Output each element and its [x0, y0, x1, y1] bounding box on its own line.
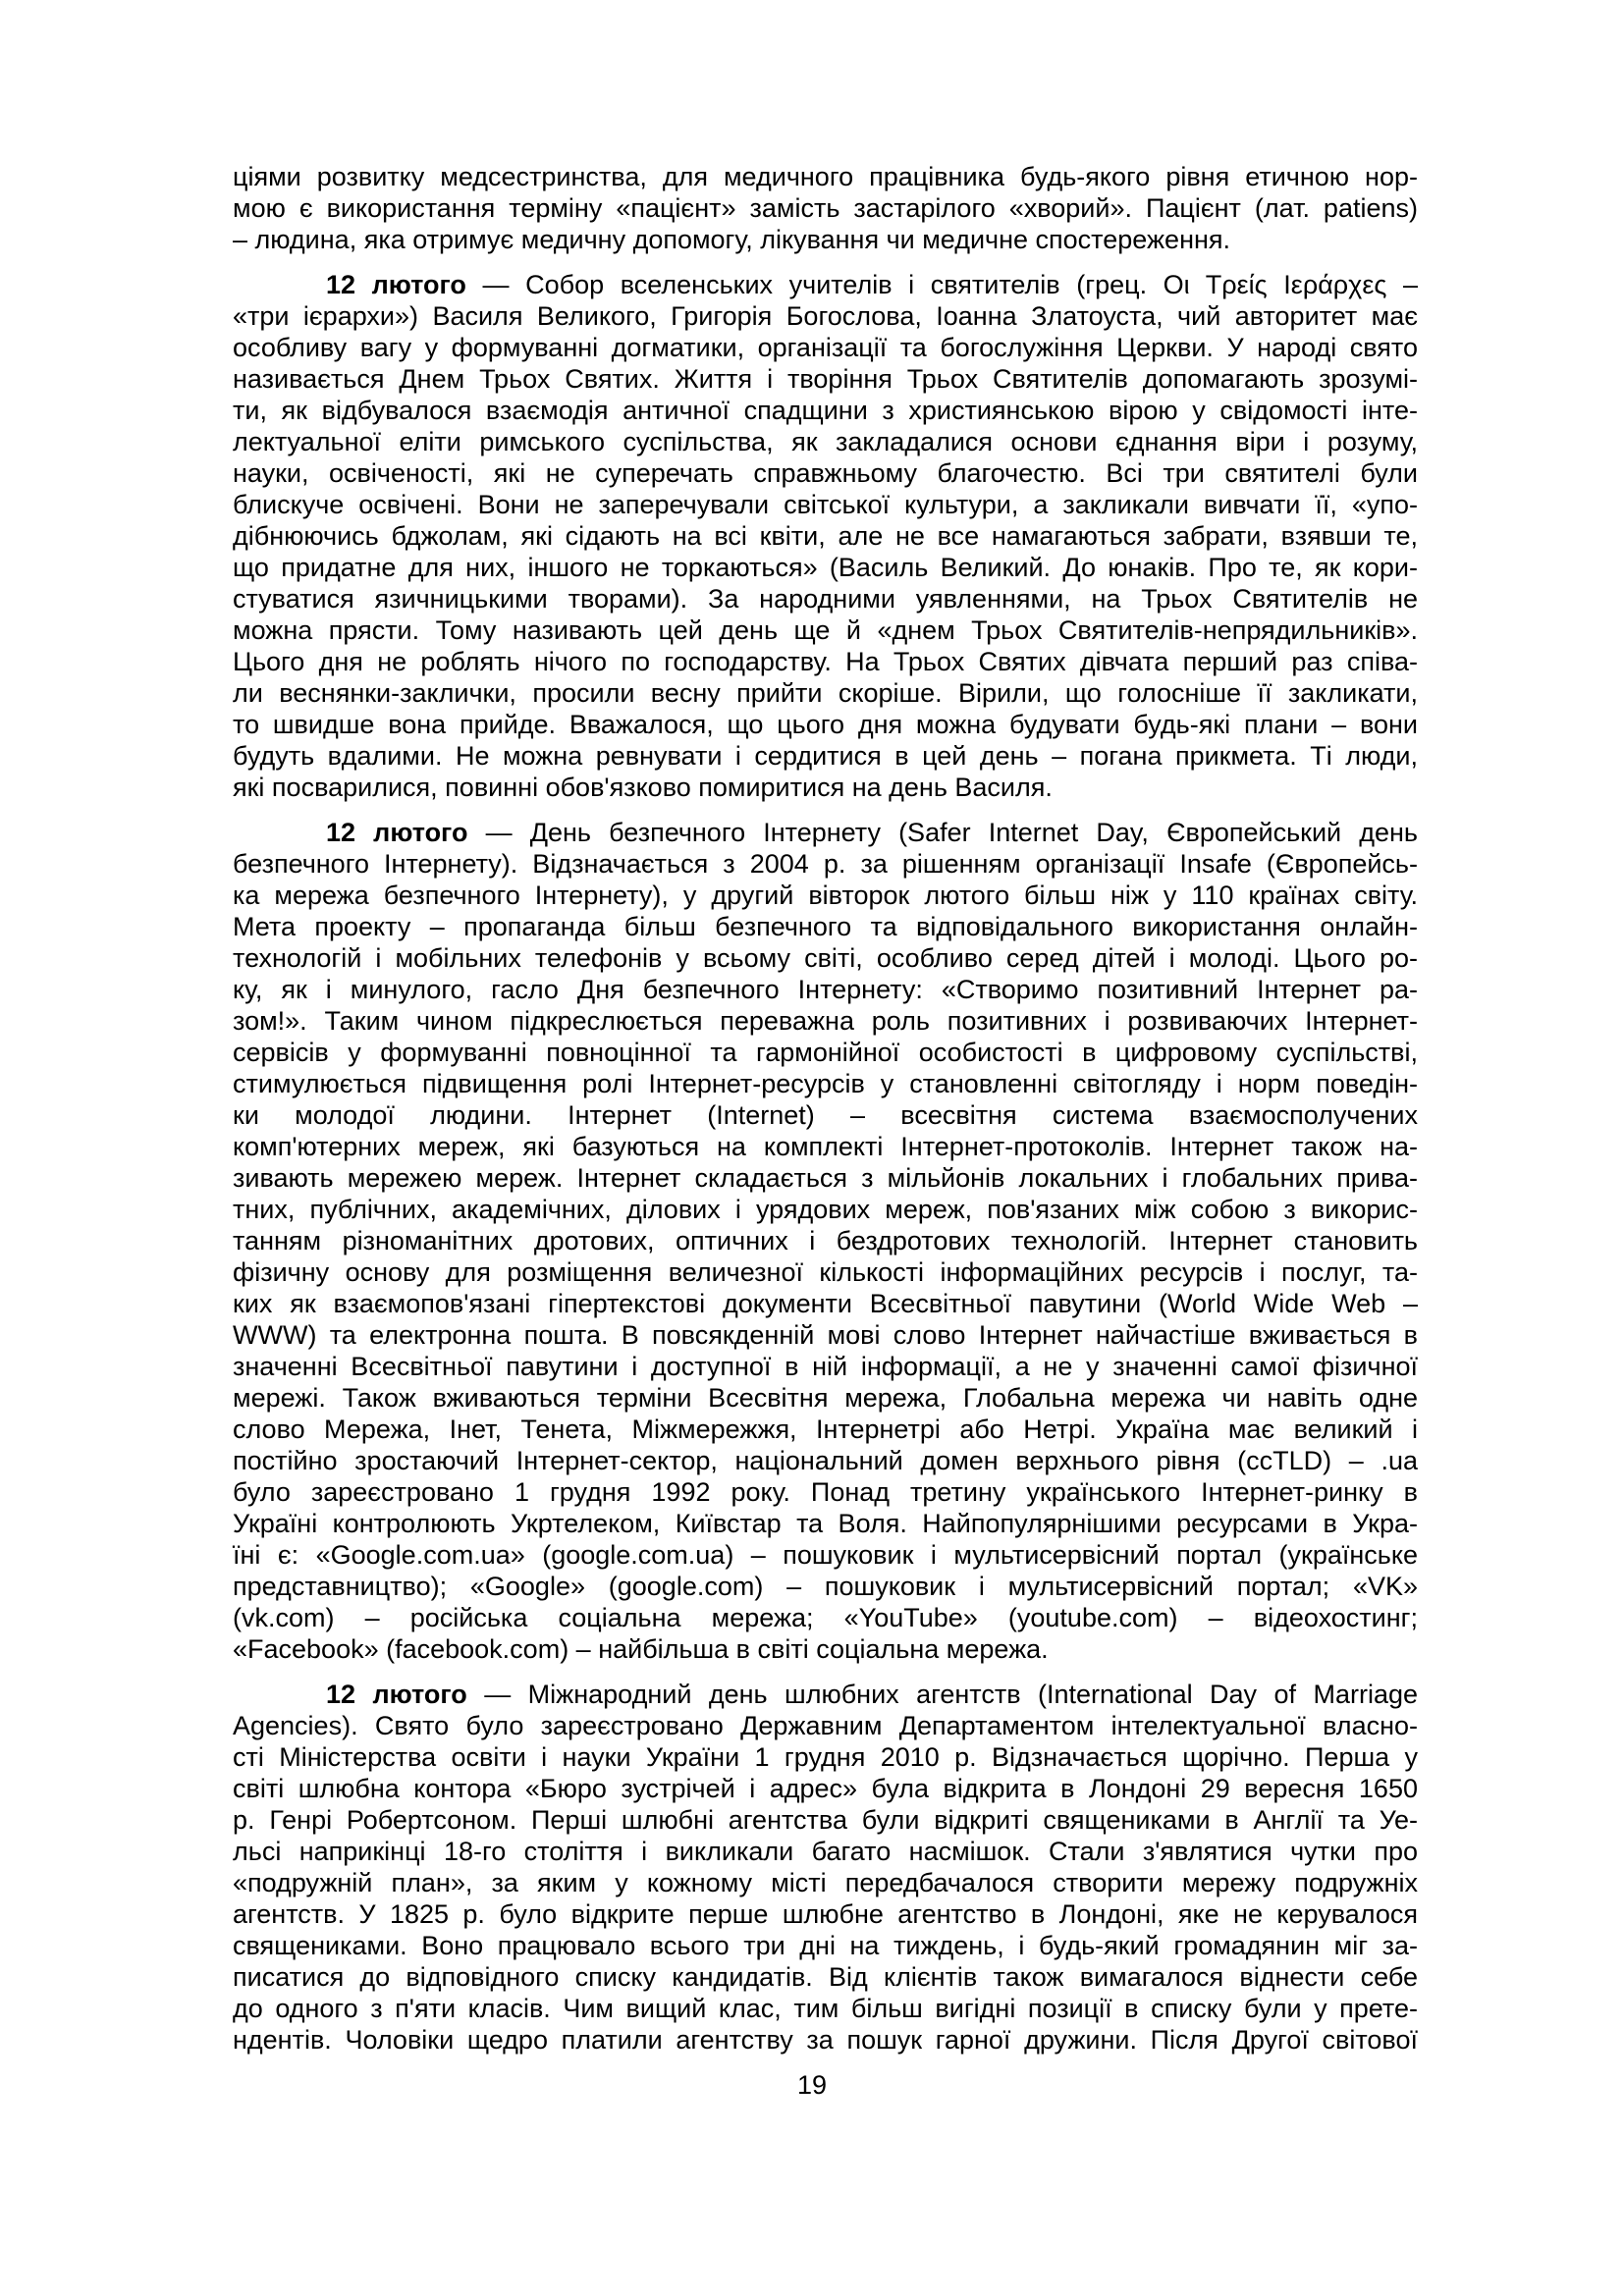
text-line: ли веснянки-заклички, просили весну прийти скоріше. Вірили, що голосніше її закликати, [233, 678, 1418, 708]
text-line: танням різноманітних дротових, оптичних і бездротових технологій. Інтернет становить [233, 1226, 1418, 1255]
date-heading: 12 лютого [326, 270, 466, 299]
text-line: мережі. Також вживаються терміни Всесвітня мережа, Глобальна мережа чи навіть одне [233, 1383, 1418, 1413]
text-line: представництво); «Google» (google.com) – пошуковик і мультисервісний портал; «VK» [233, 1572, 1418, 1601]
text-line: тних, публічних, академічних, ділових і урядових мереж, пов'язаних між собою з викорис- [233, 1195, 1418, 1224]
text-line: ціями розвитку медсестринства, для медичного працівника будь-якого рівня етичною нор- [233, 162, 1418, 191]
date-heading: 12 лютого [326, 818, 468, 847]
text-line: лектуальної еліти римського суспільства, як закладалися основи єднання віри і розуму, [233, 427, 1418, 456]
text-line: комп'ютерних мереж, які базуються на комплекті Інтернет-протоколів. Інтернет також на- [233, 1132, 1418, 1161]
text-line: зом!». Таким чином підкреслюється переважна роль позитивних і розвиваючих Інтернет- [233, 1006, 1418, 1036]
text-line: називається Днем Трьох Святих. Життя і творіння Трьох Святителів допомагають зрозумі- [233, 364, 1418, 394]
paragraph [233, 269, 1418, 803]
text-line: WWW) та електронна пошта. В повсякденній мові слово Інтернет найчастіше вживається в [233, 1320, 1418, 1350]
text-line: ку, як і минулого, гасло Дня безпечного Інтернету: «Створимо позитивний Інтернет ра- [233, 975, 1418, 1004]
text-line: Agencies). Свято було зареєстровано Державним Департаментом інтелектуальної власно- [233, 1711, 1418, 1740]
text-line: «Facebook» (facebook.com) – найбільша в світі соціальна мережа. [233, 1634, 1049, 1664]
text-line: р. Генрі Робертсоном. Перші шлюбні агентства були відкриті священиками в Англії та Уе- [233, 1805, 1418, 1835]
text-line: 12 лютого — День безпечного Інтернету (Safer Internet Day, Європейський день [326, 818, 1418, 847]
paragraph [233, 161, 1418, 255]
text-line: Цього дня не роблять нічого по господарству. На Трьох Святих дівчата перший раз співа- [233, 647, 1418, 676]
text-line: які посварилися, повинні обов'язково помиритися на день Василя. [233, 773, 1053, 802]
text-line: слово Мережа, Інет, Тенета, Міжмережжя, Інтернетрі або Нетрі. Україна має великий і [233, 1415, 1418, 1444]
text-line: до одного з п'яти класів. Чим вищий клас, тим більш вигідні позиції в списку були у прете- [233, 1994, 1418, 2023]
text-line: особливу вагу у формуванні догматики, організації та богослужіння Церкви. У народі свято [233, 333, 1418, 362]
text-line: будуть вдалими. Не можна ревнувати і сердитися в цей день – погана прикмета. Ті люди, [233, 741, 1418, 771]
text-line: блискуче освічені. Вони не заперечували світської культури, а закликали вивчати її, «упо- [233, 490, 1418, 519]
text-line: технологій і мобільних телефонів у всьому світі, особливо серед дітей і молоді. Цього ро- [233, 943, 1418, 973]
text-line: льсі наприкінці 18-го століття і викликали багато насмішок. Стали з'являтися чутки про [233, 1837, 1418, 1866]
text-line: постійно зростаючий Інтернет-сектор, національний домен верхнього рівня (ccTLD) – .ua [233, 1446, 1418, 1475]
paragraph [233, 817, 1418, 1665]
text-line: сті Міністерства освіти і науки України 1 грудня 2010 р. Відзначається щорічно. Перша у [233, 1742, 1418, 1772]
text-line: ка мережа безпечного Інтернету), у другий вівторок лютого більш ніж у 110 країнах світу. [233, 881, 1418, 910]
text-line: ки молодої людини. Інтернет (Internet) – всесвітня система взаємосполучених [233, 1100, 1418, 1130]
text-line: то швидше вона прийде. Вважалося, що цього дня можна будувати будь-які плани – вони [233, 710, 1418, 739]
text-line: Мета проекту – пропаганда більш безпечного та відповідального використання онлайн- [233, 912, 1418, 941]
text-line: «три ієрархи») Василя Великого, Григорія Богослова, Іоанна Златоуста, чий авторитет має [233, 301, 1418, 331]
text-line: священиками. Воно працювало всього три дні на тиждень, і будь-який громадянин міг за- [233, 1931, 1418, 1960]
text-line: 12 лютого — Міжнародний день шлюбних агентств (International Day of Marriage [326, 1680, 1418, 1709]
text-line: 12 лютого — Собор вселенських учителів і святителів (грец. Οι Τρείς Ιεράρχες – [326, 270, 1418, 299]
text-line: стуватися язичницькими творами). За народними уявленнями, на Трьох Святителів не [233, 584, 1418, 614]
date-heading: 12 лютого [326, 1680, 467, 1709]
page-number: 19 [796, 2070, 828, 2100]
text-line: їні є: «Google.com.ua» (google.com.ua) – пошуковик і мультисервісний портал (українське [233, 1540, 1418, 1570]
text-line: сервісів у формуванні повноцінної та гармонійної особистості в цифровому суспільстві, [233, 1038, 1418, 1067]
text-line: ти, як відбувалося взаємодія античної спадщини з християнською вірою у свідомості інте- [233, 396, 1418, 425]
text-line: світі шлюбна контора «Бюро зустрічей і адрес» була відкрита в Лондоні 29 вересня 1650 [233, 1774, 1418, 1803]
text-line: писатися до відповідного списку кандидатів. Від клієнтів також вимагалося віднести себе [233, 1962, 1418, 1992]
text-line: ндентів. Чоловіки щедро платили агентству за пошук гарної дружини. Після Другої світової [233, 2025, 1418, 2055]
text-block [233, 161, 1418, 2069]
text-line: науки, освіченості, які не суперечать справжньому благочестю. Всі три святителі були [233, 458, 1418, 488]
text-line: дібнюючись бджолам, які сідають на всі квіти, але не все намагаються забрати, взявши те, [233, 521, 1418, 551]
text-line: агентств. У 1825 р. було відкрите перше шлюбне агентство в Лондоні, яке не керувалося [233, 1899, 1418, 1929]
text-line: зивають мережею мереж. Інтернет складається з мільйонів локальних і глобальних прива- [233, 1163, 1418, 1193]
text-line: безпечного Інтернету). Відзначається з 2004 р. за рішенням організації Insafe (Європейсь- [233, 849, 1418, 879]
text-line: було зареєстровано 1 грудня 1992 року. Понад третину українського Інтернет-ринку в [233, 1477, 1418, 1507]
paragraph [233, 1679, 1418, 2056]
text-line: – людина, яка отримує медичну допомогу, лікування чи медичне спостереження. [233, 225, 1231, 254]
text-line: (vk.com) – російська соціальна мережа; «YouTube» (youtube.com) – відеохостинг; [233, 1603, 1418, 1632]
text-line: можна прясти. Тому називають цей день ще й «днем Трьох Святителів-непрядильників». [233, 615, 1418, 645]
text-line: «подружній план», за яким у кожному місті передбачалося створити мережу подружніх [233, 1868, 1418, 1897]
text-line: ких як взаємопов'язані гіпертекстові документи Всесвітньої павутини (World Wide Web – [233, 1289, 1418, 1318]
text-line: що придатне для них, іншого не торкаються» (Василь Великий. До юнаків. Про те, як кори- [233, 553, 1418, 582]
text-line: значенні Всесвітньої павутини і доступної в ній інформації, а не у значенні самої фізичної [233, 1352, 1418, 1381]
text-line: стимулюється підвищення ролі Інтернет-ресурсів у становленні світогляду і норм поведін- [233, 1069, 1418, 1098]
text-line: мою є використання терміну «пацієнт» замість застарілого «хворий». Пацієнт (лат. patiens) [233, 193, 1418, 223]
text-line: Україні контролюють Укртелеком, Київстар та Воля. Найпопулярнішими ресурсами в Укра- [233, 1509, 1418, 1538]
text-line: фізичну основу для розміщення величезної кількості інформаційних ресурсів і послуг, та- [233, 1257, 1418, 1287]
